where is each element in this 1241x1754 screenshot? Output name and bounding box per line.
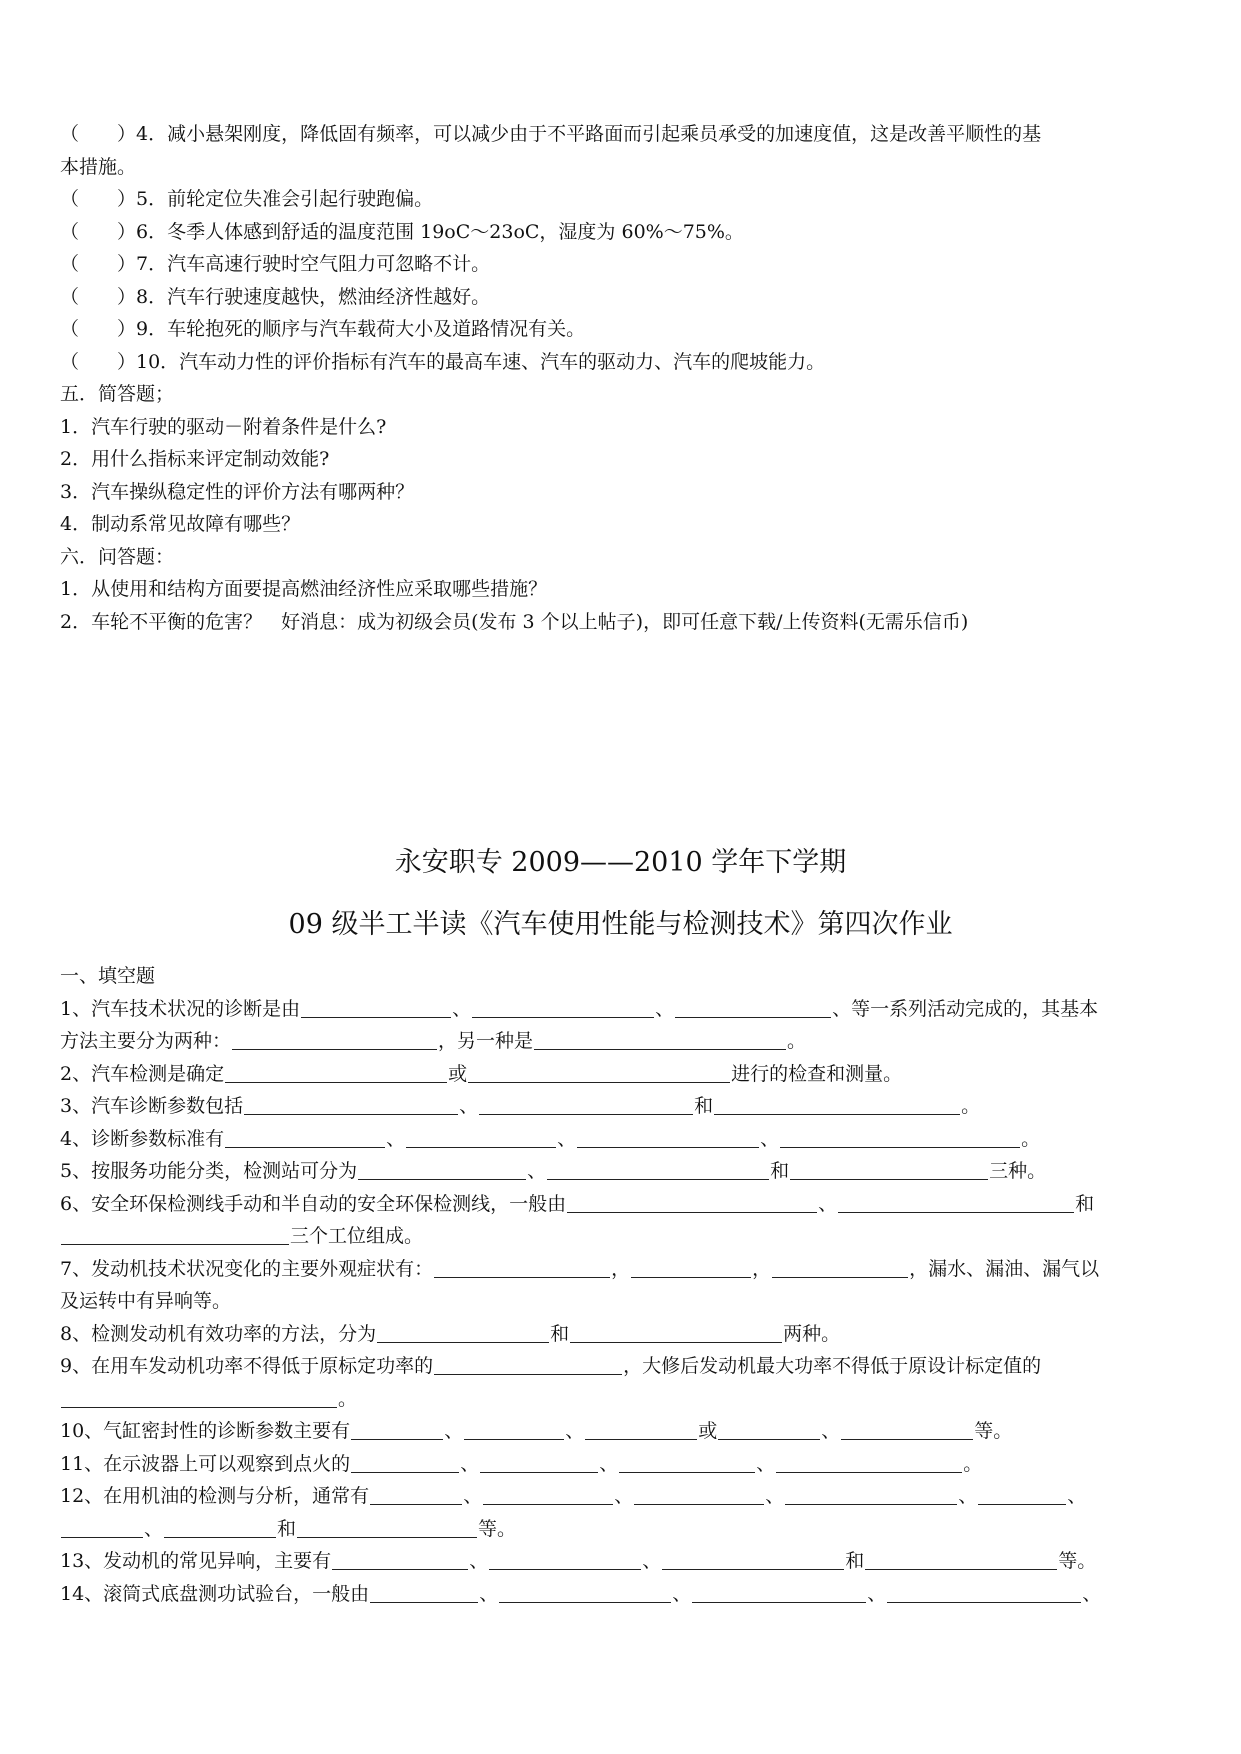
blank-field[interactable] [351, 1452, 459, 1473]
fill-item-3: 3、汽车诊断参数包括 、 和 。 [60, 1095, 981, 1117]
document-title: 永安职专 2009——2010 学年下学期 [394, 847, 847, 878]
blank-field[interactable] [164, 1517, 276, 1538]
tf-item-4-cont: 本措施。 [60, 155, 137, 178]
tf-item-5: （ ）5．前轮定位失准会引起行驶跑偏。 [60, 188, 434, 210]
fill-item-11: 11、在示波器上可以观察到点火的 、 、 、 。 [60, 1452, 983, 1475]
short-answer-4: 4．制动系常见故障有哪些？ [60, 513, 301, 535]
blank-field[interactable] [244, 1094, 458, 1115]
blank-field[interactable] [434, 1257, 610, 1278]
blank-field[interactable] [780, 1127, 1020, 1148]
blank-field[interactable] [61, 1387, 337, 1408]
tf-item-7: （ ）7．汽车高速行驶时空气阻力可忽略不计。 [60, 253, 491, 275]
section-five-heading: 五．简答题； [60, 383, 175, 405]
blank-field[interactable] [370, 1484, 462, 1505]
upper-section [60, 118, 1190, 638]
fill-item-6-cont: 三个工位组成。 [60, 1220, 1190, 1253]
blank-field[interactable] [479, 1094, 693, 1115]
fill-item-6: 6、安全环保检测线手动和半自动的安全环保检测线，一般由 、 和 [60, 1192, 1095, 1215]
blank-field[interactable] [585, 1419, 697, 1440]
fill-item-7-cont: 及运转中有异响等。 [60, 1290, 232, 1312]
blank-field[interactable] [225, 1127, 385, 1148]
blank-field[interactable] [978, 1484, 1066, 1505]
question-1: 1．从使用和结构方面要提高燃油经济性应采取哪些措施？ [60, 578, 548, 600]
blank-field[interactable] [631, 1257, 751, 1278]
tf-item-6: （ ）6．冬季人体感到舒适的温度范围 19oC～23oC，湿度为 60%～75%。 [60, 220, 744, 243]
fill-section-heading: 一、填空题 [60, 965, 156, 987]
blank-field[interactable] [464, 1419, 564, 1440]
blank-field[interactable] [468, 1062, 730, 1083]
blank-field[interactable] [534, 1029, 786, 1050]
blank-field[interactable] [785, 1484, 957, 1505]
blank-field[interactable] [718, 1419, 820, 1440]
blank-field[interactable] [406, 1127, 556, 1148]
blank-field[interactable] [232, 1029, 437, 1050]
fill-item-12: 12、在用机油的检测与分析，通常有 、 、 、 、 、 [60, 1485, 1087, 1507]
tf-item-4: （ ）4．减小悬架刚度，降低固有频率，可以减少由于不平路面而引起乘员承受的加速度值，这是改善平顺性的基 [60, 123, 1042, 145]
fill-item-12-cont: 、 和 等。 [60, 1513, 1190, 1546]
fill-item-9-cont: 。 [60, 1383, 1190, 1416]
blank-field[interactable] [714, 1094, 960, 1115]
blank-field[interactable] [675, 997, 831, 1018]
section-six-heading: 六．问答题： [60, 545, 175, 568]
short-answer-2: 2．用什么指标来评定制动效能? [60, 448, 330, 470]
blank-field[interactable] [358, 1159, 526, 1180]
blank-field[interactable] [567, 1192, 817, 1213]
blank-field[interactable] [865, 1549, 1057, 1570]
tf-item-9: （ ）9．车轮抱死的顺序与汽车载荷大小及道路情况有关。 [60, 318, 586, 340]
fill-item-10: 10、气缸密封性的诊断参数主要有 、 、 或 、 等。 [60, 1420, 1013, 1442]
question-2: 2．车轮不平衡的危害？ 好消息：成为初级会员(发布 3 个以上帖子)，即可任意下载/上传资料(无需乐信币) [60, 610, 969, 633]
blank-field[interactable] [480, 1452, 598, 1473]
short-answer-3: 3．汽车操纵稳定性的评价方法有哪两种？ [60, 480, 415, 503]
blank-field[interactable] [619, 1452, 755, 1473]
blank-field[interactable] [570, 1322, 782, 1343]
blank-field[interactable] [772, 1257, 908, 1278]
fill-item-1-cont: 方法主要分为两种： ，另一种是 。 [60, 1030, 807, 1052]
blank-field[interactable] [332, 1549, 468, 1570]
document-subtitle: 09 级半工半读《汽车使用性能与检测技术》第四次作业 [288, 909, 953, 940]
tf-item-10: （ ）10．汽车动力性的评价指标有汽车的最高车速、汽车的驱动力、汽车的爬坡能力。 [60, 350, 826, 373]
fill-item-14: 14、滚筒式底盘测功试验台，一般由 、 、 、 、 [60, 1582, 1102, 1605]
fill-item-5: 5、按服务功能分类，检测站可分为 、 和 三种。 [60, 1160, 1047, 1182]
blank-field[interactable] [472, 997, 654, 1018]
blank-field[interactable] [297, 1517, 477, 1538]
fill-item-8: 8、检测发动机有效功率的方法，分为 和 两种。 [60, 1322, 841, 1345]
blank-field[interactable] [434, 1354, 622, 1375]
blank-field[interactable] [489, 1549, 641, 1570]
blank-field[interactable] [61, 1517, 143, 1538]
blank-field[interactable] [634, 1484, 764, 1505]
blank-field[interactable] [692, 1582, 866, 1603]
blank-field[interactable] [351, 1419, 443, 1440]
fill-item-7: 7、发动机技术状况变化的主要外观症状有： ， ， ，漏水、漏油、漏气以 [60, 1257, 1100, 1280]
blank-field[interactable] [887, 1582, 1081, 1603]
blank-field[interactable] [225, 1062, 447, 1083]
blank-field[interactable] [841, 1419, 973, 1440]
blank-field[interactable] [547, 1159, 769, 1180]
fill-item-13: 13、发动机的常见异响，主要有 、 、 和 等。 [60, 1550, 1097, 1572]
fill-blank-section [60, 960, 1190, 1610]
blank-field[interactable] [483, 1484, 613, 1505]
blank-field[interactable] [370, 1582, 478, 1603]
short-answer-1: 1．汽车行驶的驱动－附着条件是什么? [60, 415, 387, 438]
blank-field[interactable] [377, 1322, 549, 1343]
fill-item-1: 1、汽车技术状况的诊断是由 、 、 、等一系列活动完成的，其基本 [60, 997, 1099, 1020]
blank-field[interactable] [838, 1192, 1074, 1213]
blank-field[interactable] [61, 1224, 289, 1245]
blank-field[interactable] [662, 1549, 844, 1570]
blank-field[interactable] [577, 1127, 759, 1148]
blank-field[interactable] [499, 1582, 671, 1603]
tf-item-8: （ ）8．汽车行驶速度越快，燃油经济性越好。 [60, 285, 491, 308]
blank-field[interactable] [790, 1159, 988, 1180]
blank-field[interactable] [776, 1452, 962, 1473]
fill-item-4: 4、诊断参数标准有 、 、 、 。 [60, 1127, 1041, 1150]
fill-item-9: 9、在用车发动机功率不得低于原标定功率的 ，大修后发动机最大功率不得低于原设计标定值的 [60, 1355, 1042, 1377]
fill-item-2: 2、汽车检测是确定 或 进行的检查和测量。 [60, 1062, 903, 1085]
blank-field[interactable] [301, 997, 451, 1018]
